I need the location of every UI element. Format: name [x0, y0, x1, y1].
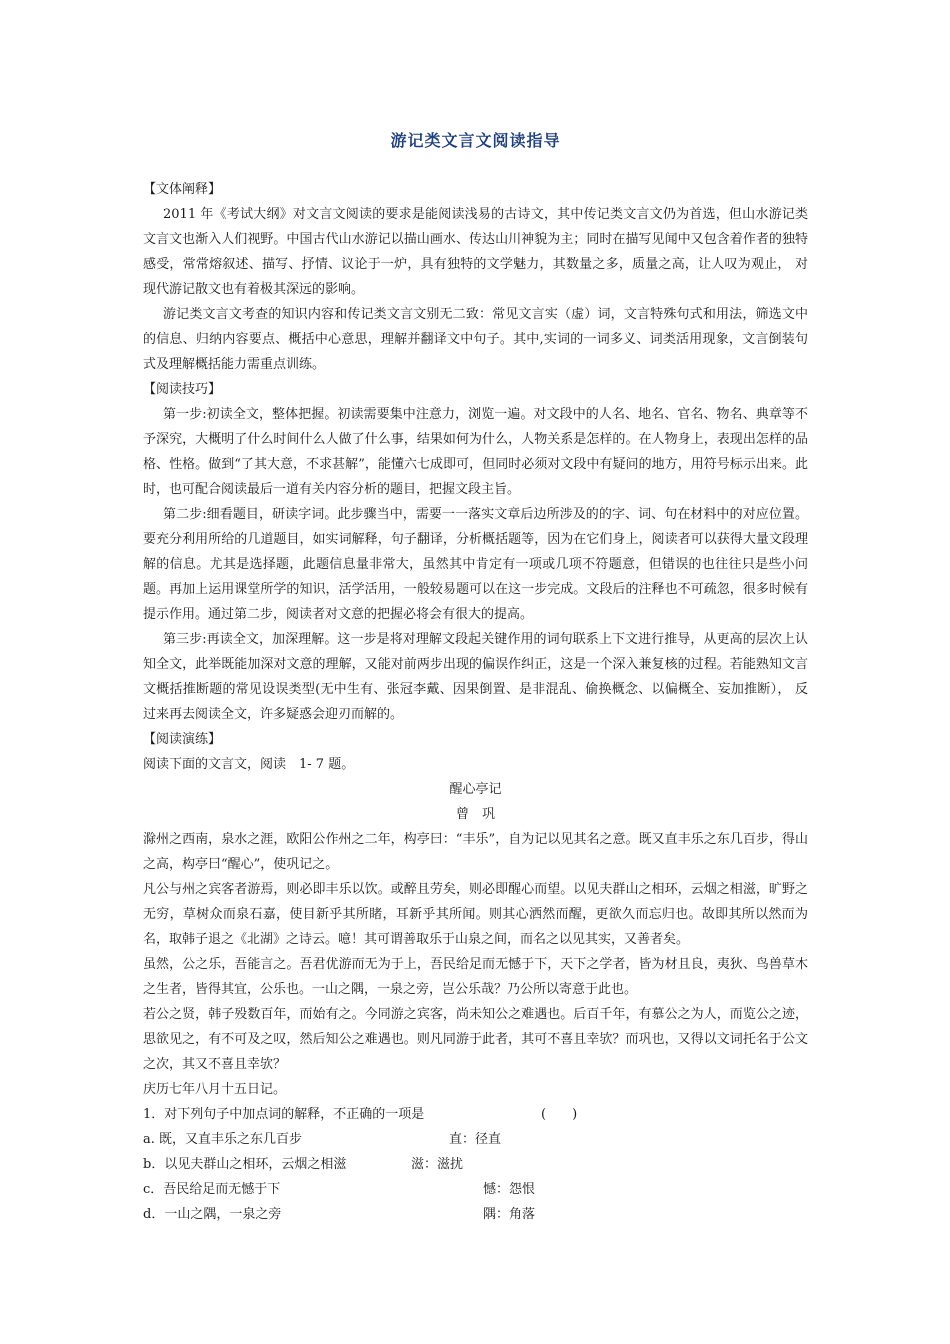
option-c-text: c．吾民给足而无憾于下: [143, 1182, 281, 1197]
option-c-gloss: 憾：怨恨: [483, 1182, 536, 1197]
passage-paragraph-1: 滁州之西南，泉水之涯，欧阳公作州之二年，构亭曰：“丰乐”，自为记以见其名之意。既又直丰乐之东几百步，得山之高，构亭曰“醒心”，使巩记之。: [143, 832, 808, 872]
practice-intro: 阅读下面的文言文，阅读 1- 7 题。: [143, 757, 355, 772]
option-b-gloss: 滋：滋扰: [411, 1157, 464, 1172]
passage-paragraph-3: 虽然，公之乐，吾能言之。吾君优游而无为于上，吾民给足而无憾于下，天下之学者，皆为材且良，夷狄、鸟兽草木之生者，皆得其宜，公乐也。一山之隅，一泉之旁，岂公乐哉？乃公所以寄意于此也。: [143, 957, 808, 997]
question-1-option-a: [143, 1127, 808, 1152]
document-body: [143, 177, 808, 1227]
passage-paragraph-4: 若公之贤，韩子殁数百年，而始有之。今同游之宾客，尚未知公之难遇也。后百千年，有慕公之为人，而览公之迹，思欲见之，有不可及之叹，然后知公之难遇也。则凡同游于此者，其可不喜且幸欤？而巩也，又得以文词托名于公文之次，其又不喜且幸欤？: [143, 1007, 808, 1072]
paragraph-skill-1: 第一步:初读全文，整体把握。初读需要集中注意力，浏览一遍。对文段中的人名、地名、官名、物名、典章等不予深究，大概明了什么时间什么人做了什么事，结果如何为什么，人物关系是怎样的。在人物身上，表现出怎样的品格、性格。做到“了其大意，不求甚解”，能懂六七成即可，但同时必须对文段中有疑问的地方，用符号标示出来。此时，也可配合阅读最后一道有关内容分析的题目，把握文段主旨。: [143, 407, 808, 497]
passage-date: 庆历七年八月十五日记。: [143, 1082, 287, 1097]
question-1-text: 1．对下列句子中加点词的解释，不正确的一项是: [143, 1107, 425, 1122]
paragraph-skill-3: 第三步:再读全文，加深理解。这一步是将对理解文段起关键作用的词句联系上下文进行推导，从更高的层次上认知全文，此举既能加深对文意的理解，又能对前两步出现的偏误作纠正，这是一个深入兼复核的过程。若能熟知文言文概括推断题的常见设误类型(无中生有、张冠李戴、因果倒置、是非混乱、偷换概念、以偏概全、妄加推断）， 反过来再去阅读全文，许多疑惑会迎刃而解的。: [143, 632, 808, 722]
section-heading-style: 【文体阐释】: [143, 182, 222, 197]
question-1-option-c: [143, 1177, 808, 1202]
option-a-gloss: 直：径直: [449, 1132, 502, 1147]
passage-paragraph-2: 凡公与州之宾客者游焉，则必即丰乐以饮。或醉且劳矣，则必即醒心而望。以见夫群山之相环，云烟之相滋，旷野之无穷，草树众而泉石嘉，使目新乎其所睹，耳新乎其所闻。则其心洒然而醒，更欲久而忘归也。故即其所以然而为名，取韩子退之《北湖》之诗云。噫！其可谓善取乐于山泉之间，而名之以见其实，又善者矣。: [143, 882, 808, 947]
passage-author: 曾 巩: [455, 807, 495, 822]
question-1-answer-blank: ( ): [541, 1107, 578, 1122]
option-a-text: a. 既，又直丰乐之东几百步: [143, 1132, 303, 1147]
section-heading-skills: 【阅读技巧】: [143, 382, 222, 397]
paragraph-style-1: 2011 年《考试大纲》对文言文阅读的要求是能阅读浅易的古诗文，其中传记类文言文仍为首选，但山水游记类文言文也渐入人们视野。中国古代山水游记以描山画水、传达山川神貌为主；同时在描写见闻中又包含着作者的独特感受，常常熔叙述、描写、抒情、议论于一炉，具有独特的文学魅力，其数量之多，质量之高，让人叹为观止， 对现代游记散文也有着极其深远的影响。: [143, 207, 808, 297]
question-1-option-d: [143, 1202, 808, 1227]
paragraph-style-2: 游记类文言文考查的知识内容和传记类文言文别无二致：常见文言实（虚）词，文言特殊句式和用法，筛选文中的信息、归纳内容要点、概括中心意思，理解并翻译文中句子。其中,实词的一词多义、词类活用现象，文言倒装句式及理解概括能力需重点训练。: [143, 307, 808, 372]
question-1-stem: [143, 1102, 808, 1127]
option-d-text: d．一山之隅，一泉之旁: [143, 1207, 282, 1222]
section-heading-practice: 【阅读演练】: [143, 732, 222, 747]
option-d-gloss: 隅：角落: [483, 1207, 536, 1222]
question-1-option-b: [143, 1152, 808, 1177]
option-b-text: b．以见夫群山之相环，云烟之相滋: [143, 1157, 347, 1172]
page-title: 游记类文言文阅读指导: [390, 131, 561, 150]
passage-title: 醒心亭记: [449, 782, 502, 797]
paragraph-skill-2: 第二步:细看题目，研读字词。此步骤当中，需要一一落实文章后边所涉及的的字、词、句在材料中的对应位置。要充分利用所给的几道题目，如实词解释，句子翻译，分析概括题等，因为在它们身上，阅读者可以获得大量文段理解的信息。尤其是选择题，此题信息量非常大，虽然其中肯定有一项或几项不符题意，但错误的也往往只是些小问题。再加上运用课堂所学的知识，活学活用，一般较易题可以在这一步完成。文段后的注释也不可疏忽，很多时候有提示作用。通过第二步，阅读者对文意的把握必将会有很大的提高。: [143, 507, 808, 622]
